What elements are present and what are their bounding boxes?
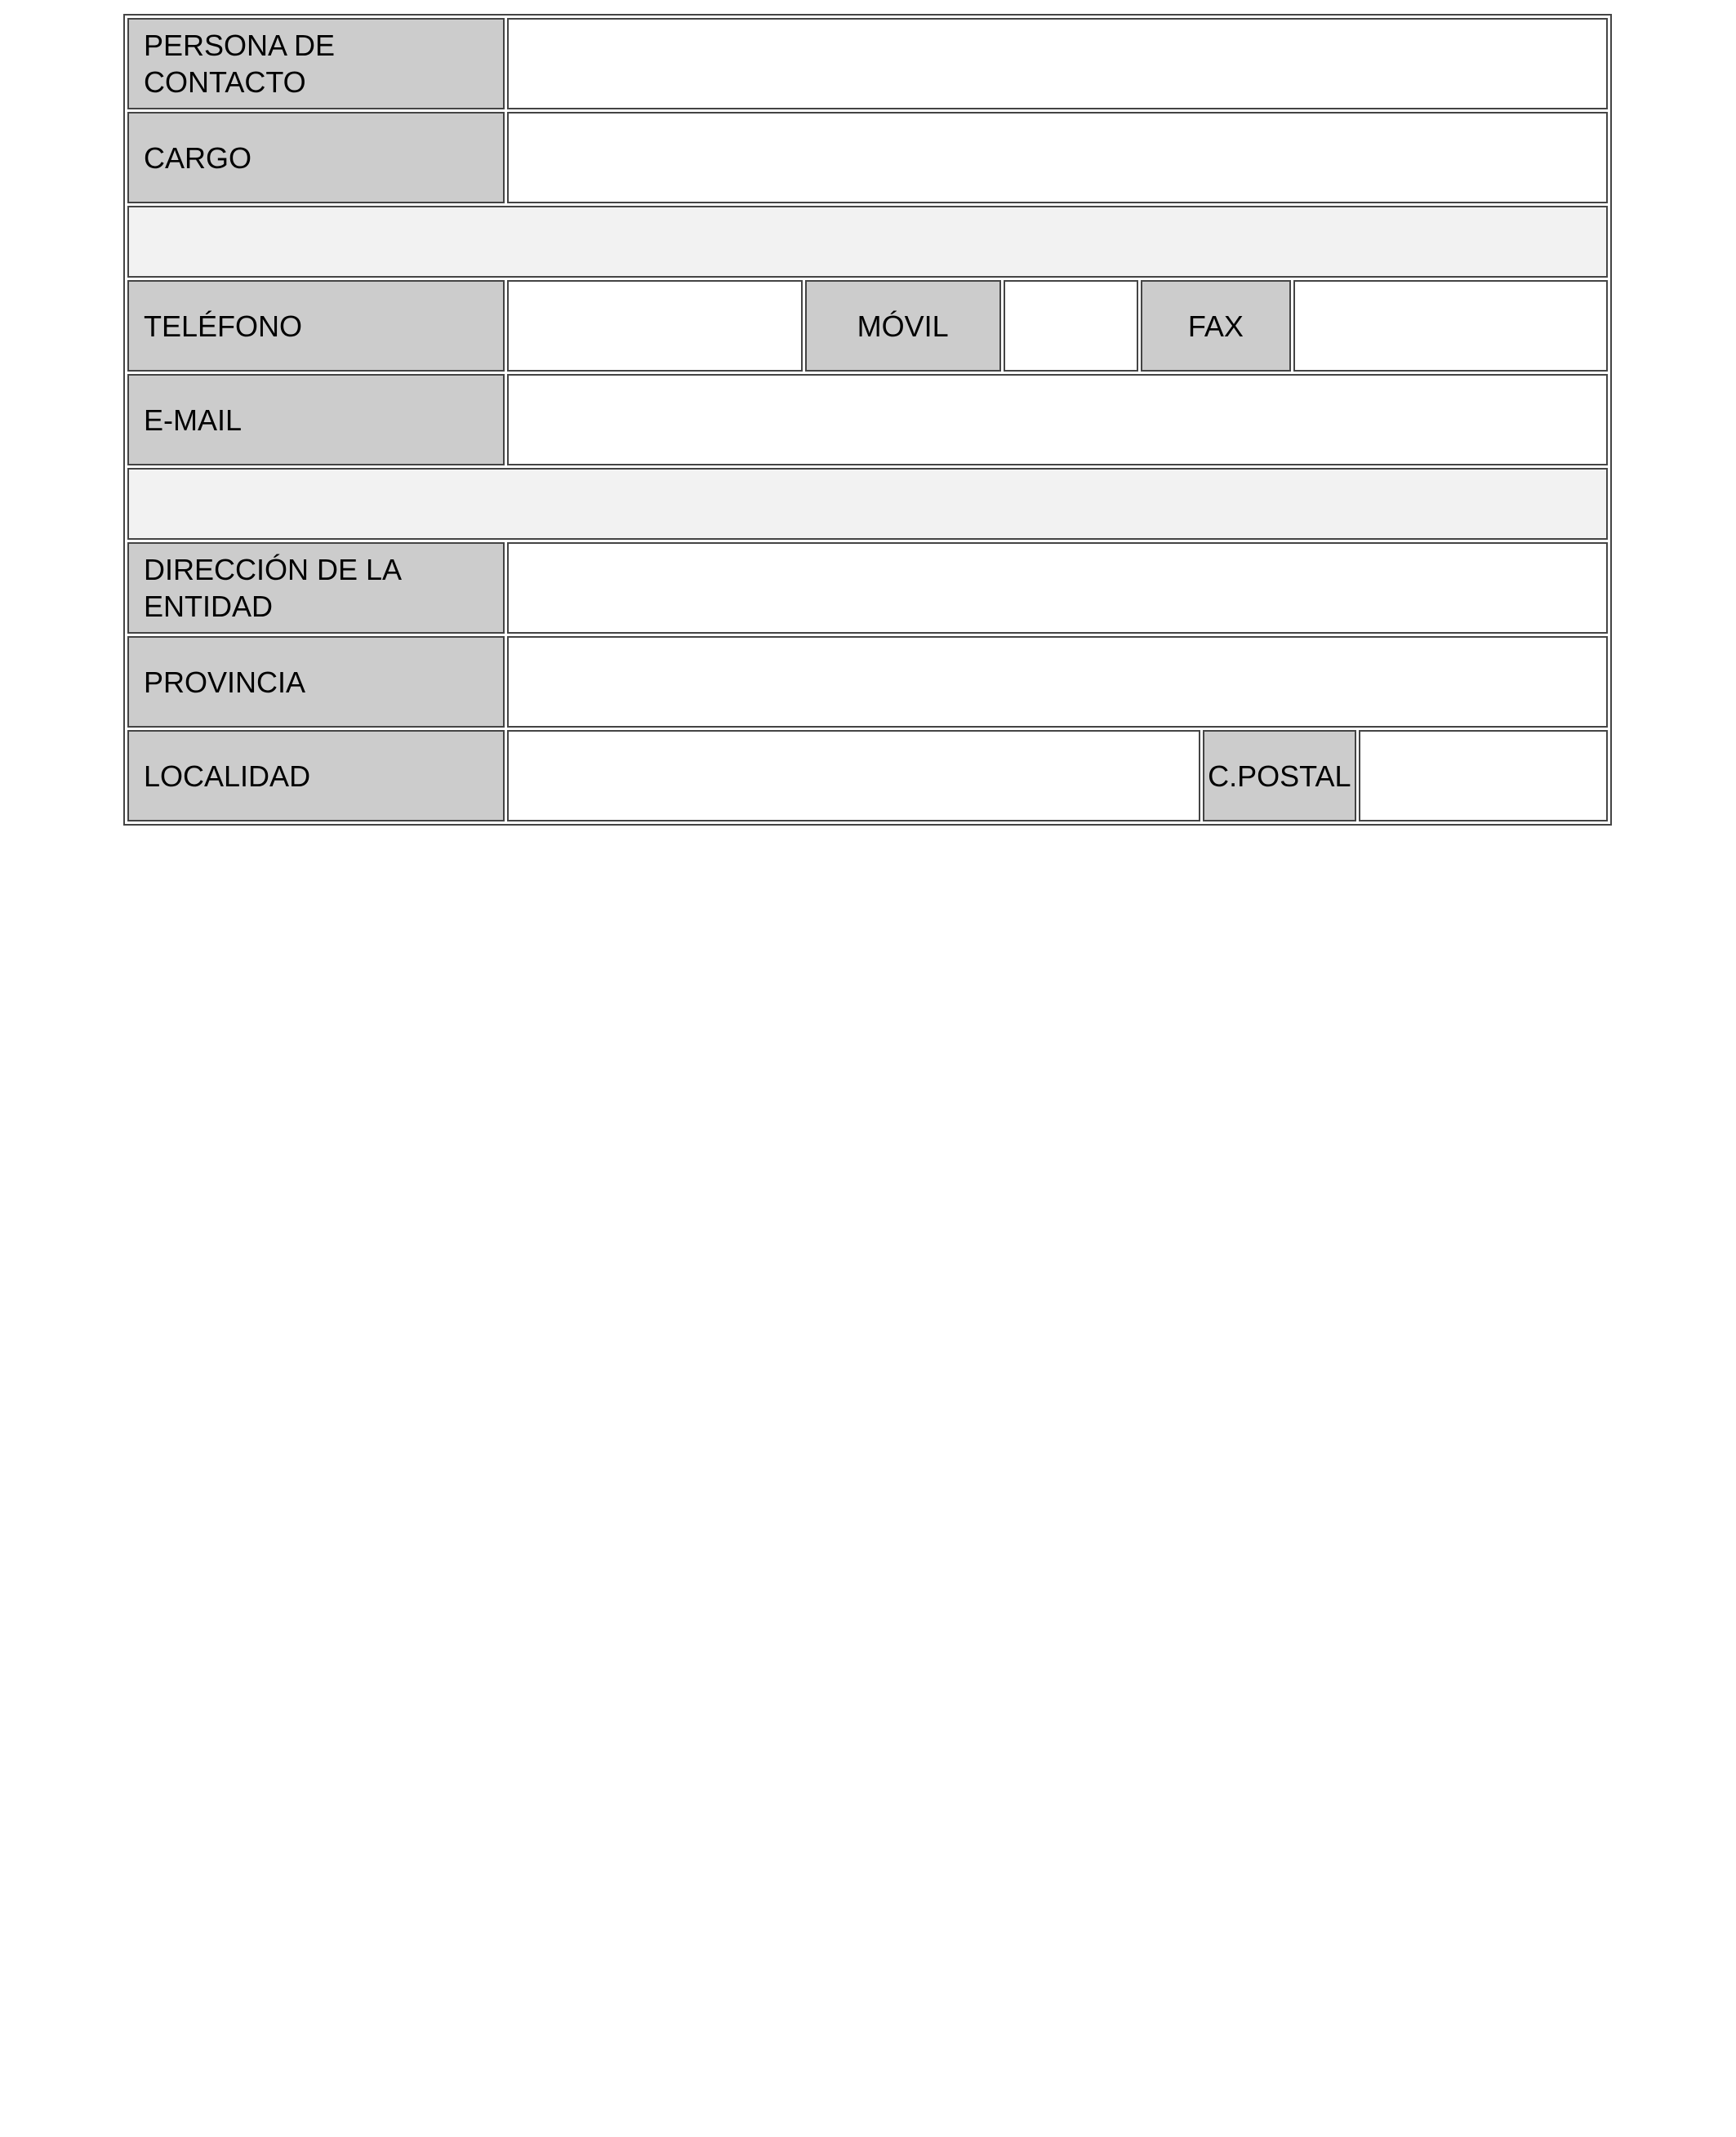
address-label: DIRECCIÓN DE LA ENTIDAD: [127, 542, 505, 634]
separator-band: [127, 206, 1608, 278]
postal-code-field[interactable]: [1359, 730, 1608, 821]
address-row: [127, 542, 1608, 634]
mobile-field[interactable]: [1004, 280, 1138, 372]
address-field[interactable]: [507, 542, 1608, 634]
fax-label: FAX: [1141, 280, 1291, 372]
phone-field[interactable]: [507, 280, 803, 372]
phone-row: [127, 280, 1608, 372]
position-label: CARGO: [127, 112, 505, 203]
position-row: [127, 112, 1608, 203]
province-row: [127, 636, 1608, 728]
separator-row: [127, 206, 1608, 278]
province-field[interactable]: [507, 636, 1608, 728]
locality-field[interactable]: [507, 730, 1200, 821]
email-field[interactable]: [507, 374, 1608, 465]
locality-label: LOCALIDAD: [127, 730, 505, 821]
postal-code-label: C.POSTAL: [1203, 730, 1356, 821]
separator-row: [127, 468, 1608, 540]
email-label: E-MAIL: [127, 374, 505, 465]
contact-person-field[interactable]: [507, 18, 1608, 109]
contact-person-label: PERSONA DE CONTACTO: [127, 18, 505, 109]
fax-field[interactable]: [1293, 280, 1608, 372]
mobile-label: MÓVIL: [805, 280, 1001, 372]
email-row: [127, 374, 1608, 465]
separator-band: [127, 468, 1608, 540]
province-label: PROVINCIA: [127, 636, 505, 728]
contact-person-row: [127, 18, 1608, 109]
locality-row: [127, 730, 1608, 821]
phone-label: TELÉFONO: [127, 280, 505, 372]
contact-form-table: [123, 14, 1612, 826]
position-field[interactable]: [507, 112, 1608, 203]
